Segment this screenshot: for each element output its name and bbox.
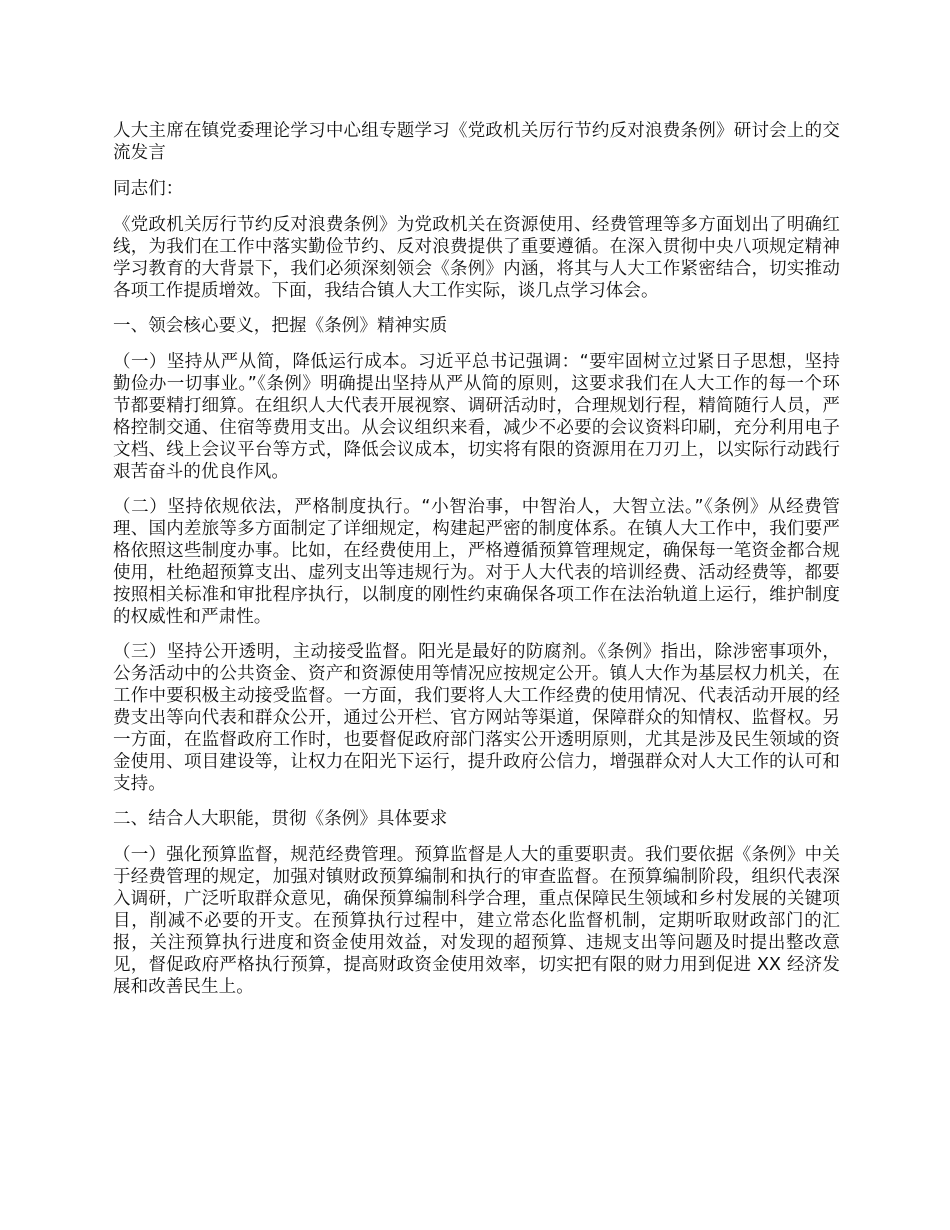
document-title: 人大主席在镇党委理论学习中心组专题学习《党政机关厉行节约反对浪费条例》研讨会上的交流发言 [113,121,840,163]
section-heading-2: 二、结合人大职能，贯彻《条例》具体要求 [113,809,448,829]
document-page [113,120,840,1011]
greeting: 同志们： [113,179,184,199]
section1-paragraph-3: （三）坚持公开透明，主动接受监督。阳光是最好的防腐剂。《条例》指出，除涉密事项外，公务活动中的公共资金、资产和资源使用等情况应按规定公开。镇人大作为基层权力机关，在工作中要积极主动接受监督。一方面，我们要将人大工作经费的使用情况、代表活动开展的经费支出等向代表和群众公开，通过公开栏、官方网站等渠道，保障群众的知情权、监督权。另一方面，在监督政府工作时，也要督促政府部门落实公开透明原则，尤其是涉及民生领域的资金使用、项目建设等，让权力在阳光下运行，提升政府公信力，增强群众对人大工作的认可和支持。 [113,642,840,794]
section1-paragraph-1: （一）坚持从严从简，降低运行成本。习近平总书记强调：“要牢固树立过紧日子思想，坚持勤俭办一切事业。”《条例》明确提出坚持从严从简的原则，这要求我们在人大工作的每一个环节都要精打细算。在组织人大代表开展视察、调研活动时，合理规划行程，精简随行人员，严格控制交通、住宿等费用支出。从会议组织来看，减少不必要的会议资料印刷，充分利用电子文档、线上会议平台等方式，降低会议成本，切实将有限的资源用在刀刃上，以实际行动践行艰苦奋斗的优良作风。 [113,352,840,482]
section-heading-1: 一、领会核心要义，把握《条例》精神实质 [113,316,448,336]
section1-paragraph-2: （二）坚持依规依法，严格制度执行。“小智治事，中智治人，大智立法。”《条例》从经费管理、国内差旅等多方面制定了详细规定，构建起严密的制度体系。在镇人大工作中，我们要严格依照这些制度办事。比如，在经费使用上，严格遵循预算管理规定，确保每一笔资金都合规使用，杜绝超预算支出、虚列支出等违规行为。对于人大代表的培训经费、活动经费等，都要按照相关标准和审批程序执行，以制度的刚性约束确保各项工作在法治轨道上运行，维护制度的权威性和严肃性。 [113,497,840,627]
intro-paragraph: 《党政机关厉行节约反对浪费条例》为党政机关在资源使用、经费管理等多方面划出了明确红线，为我们在工作中落实勤俭节约、反对浪费提供了重要遵循。在深入贯彻中央八项规定精神学习教育的大背景下，我们必须深刻领会《条例》内涵，将其与人大工作紧密结合，切实推动各项工作提质增效。下面，我结合镇人大工作实际，谈几点学习体会。 [113,215,840,301]
section2-paragraph-1: （一）强化预算监督，规范经费管理。预算监督是人大的重要职责。我们要依据《条例》中关于经费管理的规定，加强对镇财政预算编制和执行的审查监督。在预算编制阶段，组织代表深入调研，广泛听取群众意见，确保预算编制科学合理，重点保障民生领域和乡村发展的关键项目，削减不必要的开支。在预算执行过程中，建立常态化监督机制，定期听取财政部门的汇报，关注预算执行进度和资金使用效益，对发现的超预算、违规支出等问题及时提出整改意见，督促政府严格执行预算，提高财政资金使用效率，切实把有限的财力用到促进 XX 经济发展和改善民生上。 [113,845,840,997]
